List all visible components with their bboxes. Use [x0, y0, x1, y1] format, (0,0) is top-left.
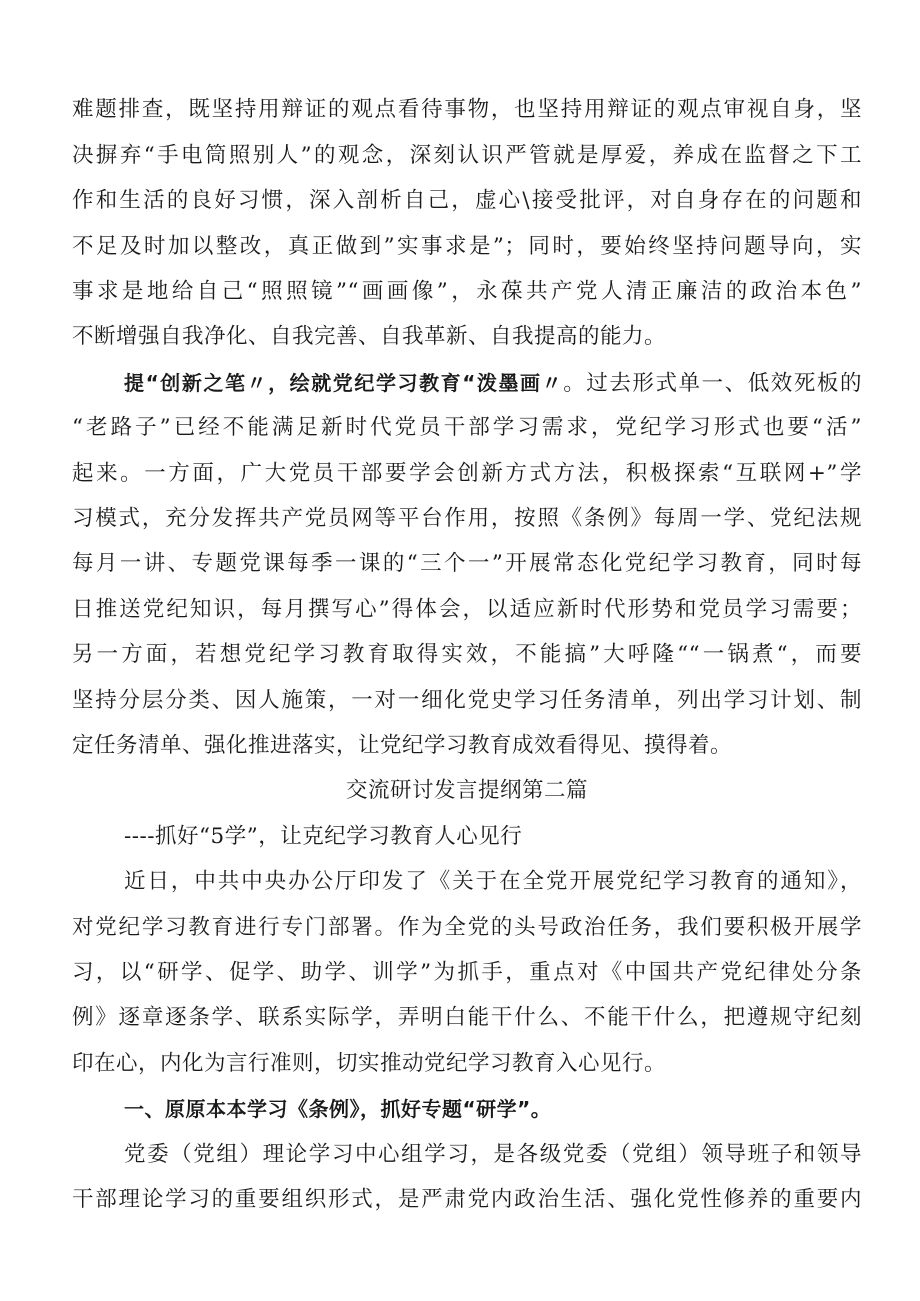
paragraph-line: 每月一讲、专题党课每季一课的“三个一”开展常态化党纪学习教育，同时每	[72, 551, 862, 576]
paragraph-line: 近日，中共中央办公厅印发了《关于在全党开展党纪学习教育的通知》，	[124, 869, 862, 894]
paragraph-line: 习，以“研学、促学、助学、训学”为抓手，重点对《中国共产党纪律处分条	[72, 960, 862, 985]
paragraph-line: 坚持分层分类、因人施策，一对一细化党史学习任务清单，列出学习计划、制	[72, 688, 862, 713]
lead-rest: 。过去形式单一、低效死板的	[563, 371, 862, 396]
paragraph-line: 干部理论学习的重要组织形式，是严肃党内政治生活、强化党性修养的重要内	[72, 1187, 862, 1212]
paragraph-line: 难题排查，既坚持用辩证的观点看待事物，也坚持用辩证的观点审视自身，坚	[72, 97, 862, 122]
paragraph-line: 党委（党组）理论学习中心组学习，是各级党委（党组）领导班子和领导	[124, 1142, 862, 1167]
paragraph-line: 决摒弃“手电筒照别人”的观念，深刻认识严管就是厚爱，养成在监督之下工	[72, 143, 862, 168]
paragraph-line: 印在心，内化为言行准则，切实推动党纪学习教育入心见行。	[72, 1051, 667, 1076]
paragraph-line: 事求是地给自己“照照镜”“画画像”，永葆共产党人清正廉洁的政治本色”	[72, 279, 862, 304]
paragraph-line: 日推送党纪知识，每月撰写心”得体会，以适应新时代形势和党员学习需要；	[72, 597, 862, 622]
paragraph-line: 对党纪学习教育进行专门部署。作为全党的头号政治任务，我们要积极开展学	[72, 915, 862, 940]
paragraph-line: 定任务清单、强化推进落实，让党纪学习教育成效看得见、摸得着。	[72, 733, 733, 758]
paragraph-line: 作和生活的良好习惯，深入剖析自己，虚心\接受批评，对自身存在的问题和	[72, 188, 862, 213]
section-title: 交流研讨发言提纲第二篇	[345, 778, 588, 803]
paragraph-line: 起来。一方面，广大党员干部要学会创新方式方法，积极探索“互联网+”学	[72, 461, 862, 486]
paragraph-line: 例》逐章逐条学、联系实际学，弄明白能干什么、不能干什么，把遵规守纪刻	[72, 1005, 862, 1030]
paragraph-line: “老路子”已经不能满足新时代党员干部学习需求，党纪学习形式也要“活”	[72, 415, 862, 440]
paragraph-line: 不足及时加以整改，真正做到”实事求是”；同时，要始终坚持问题导向，实	[72, 234, 862, 259]
bold-lead: 提“创新之笔〃，绘就党纪学习教育“泼墨画〃	[124, 371, 564, 395]
paragraph-lead-line	[124, 368, 862, 399]
paragraph-line: 习模式，充分发挥共产党员网等平台作用，按照《条例》每周一学、党纪法规	[72, 506, 862, 531]
subtitle: ----抓好“5学”，让克纪学习教育人心见行	[124, 824, 523, 849]
section-heading: 一、原原本本学习《条例》，抓好专题“研学”。	[124, 1097, 552, 1121]
paragraph-line: 不断增强自我净化、自我完善、自我革新、自我提高的能力。	[72, 324, 667, 349]
paragraph-line: 另一方面，若想党纪学习教育取得实效，不能搞”大呼隆““一锅煮“，而要	[72, 642, 862, 667]
